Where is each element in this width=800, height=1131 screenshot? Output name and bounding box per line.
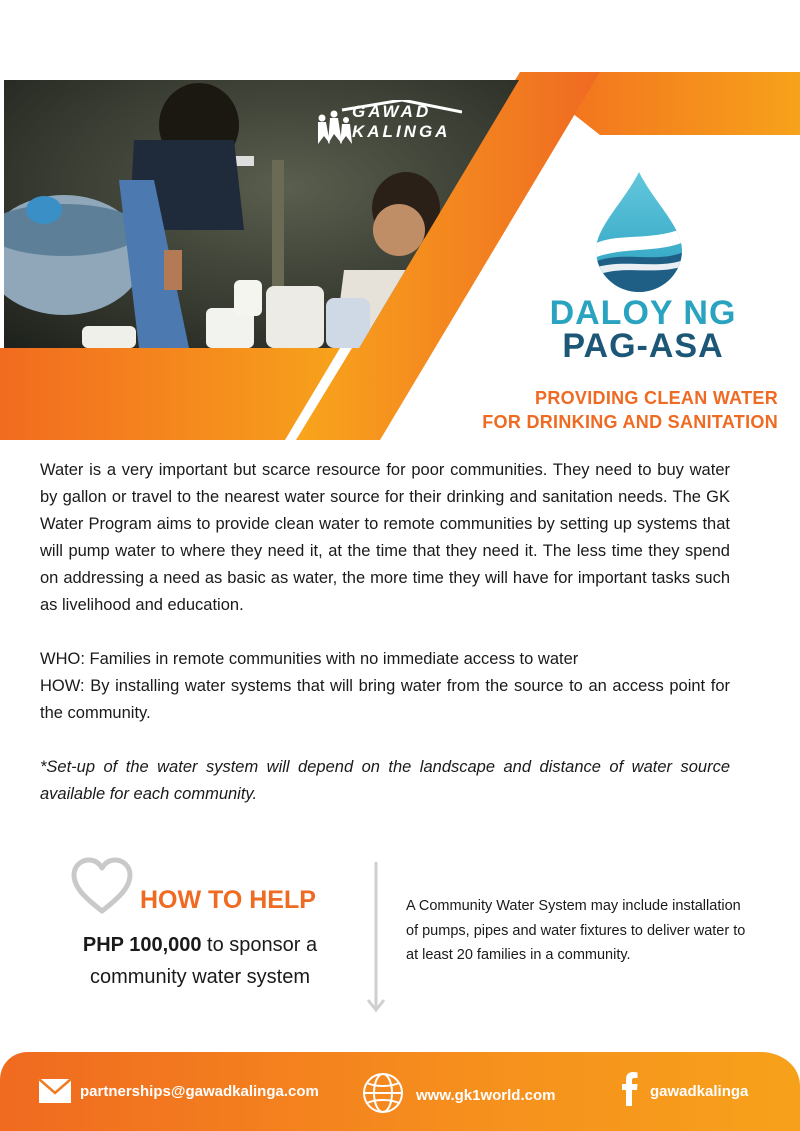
brand-name-line1: DALOY NG xyxy=(549,294,737,332)
sponsor-line1-rest: to sponsor a xyxy=(201,934,318,956)
mail-icon xyxy=(38,1078,72,1104)
tagline-line2: FOR DRINKING AND SANITATION xyxy=(482,412,778,432)
sponsor-line1 xyxy=(40,930,360,960)
water-drop-icon xyxy=(594,172,684,292)
tagline xyxy=(358,386,778,434)
logo-word-kalinga: KALINGA xyxy=(352,122,451,141)
email-link[interactable]: partnerships@gawadkalinga.com xyxy=(80,1083,319,1100)
program-description xyxy=(40,457,730,808)
globe-icon xyxy=(362,1072,404,1114)
logo-word-gawad: GAWAD xyxy=(352,102,432,121)
facebook-link[interactable]: gawadkalinga xyxy=(650,1083,749,1100)
intro-paragraph: Water is a very important but scarce resource for poor communities. They need to buy water by gallon or travel to the nearest water source for their drinking and sanitation needs. The GK Water Program aims to provide clean water to remote communities by setting up systems that will pump water to where they need it, at the time that they need it. The less time they spend on addressing a need as basic as water, the more time they will have for important tasks such as livelihood and education. xyxy=(40,461,730,614)
tagline-line1: PROVIDING CLEAN WATER xyxy=(535,388,778,408)
water-system-description: A Community Water System may include installation of pumps, pipes and water fixtures to deliver water to at least 20 families in a community. xyxy=(406,898,746,963)
setup-note: *Set-up of the water system will depend on the landscape and distance of water source available for each community. xyxy=(40,758,730,803)
how-to-help-title: HOW TO HELP xyxy=(140,886,316,914)
who-paragraph: WHO: Families in remote communities with no immediate access to water xyxy=(40,650,579,668)
arrow-down-icon xyxy=(366,862,386,1014)
sponsor-line2: community water system xyxy=(89,966,311,988)
how-paragraph: HOW: By installing water systems that will bring water from the source to an access point for the community. xyxy=(40,677,730,722)
website-link[interactable]: www.gk1world.com xyxy=(416,1087,556,1104)
brand-name-line2: PAG-ASA xyxy=(562,327,724,365)
sponsor-amount: PHP 100,000 xyxy=(82,934,202,956)
heart-icon xyxy=(70,857,134,915)
gawad-kalinga-logo xyxy=(312,100,462,150)
facebook-icon xyxy=(622,1072,638,1106)
